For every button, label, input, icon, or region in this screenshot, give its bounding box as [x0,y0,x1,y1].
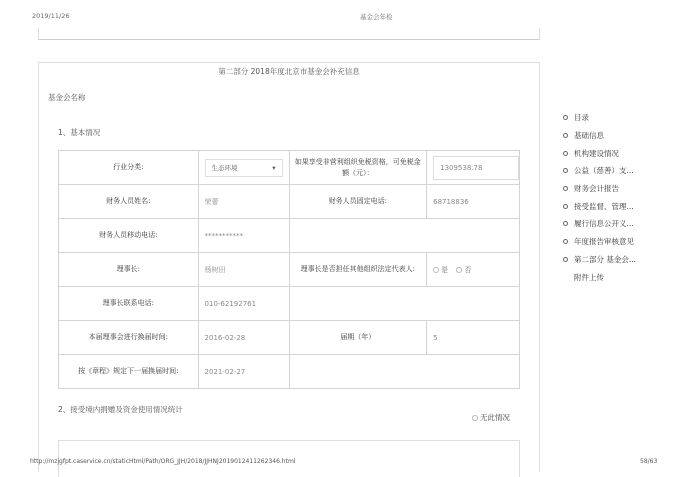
chevron-down-icon: ▾ [272,163,276,172]
no-such-case-option[interactable]: 无此情况 [472,412,510,423]
chairman-label: 理事长: [59,253,199,287]
finance-mobile-label: 财务人员移动电话: [59,219,199,253]
table-row [59,321,520,355]
bullet-icon [563,151,568,156]
nav-item-part-two[interactable]: 第二部分 基金会... [563,251,636,269]
basic-info-heading: 1、基本情况 [58,128,101,137]
table-row [59,151,520,185]
bullet-icon [563,239,568,244]
election-date-label: 本届理事会进行换届时间: [59,321,199,355]
term-years-label: 届期（年） [289,321,427,355]
table-row [59,219,520,253]
donation-info-heading: 2、接受境内捐赠及资金使用情况统计 [58,405,183,414]
nav-item-basic-info[interactable]: 基础信息 [563,127,636,145]
nav-item-financial-report[interactable]: 财务会计报告 [563,180,636,198]
page-number: 58/63 [640,458,658,465]
print-header-title: 基金会年检 [360,13,393,21]
finance-mobile-value: *********** [198,219,289,253]
section-title: 第二部分 2018年度北京市基金会补充信息 [218,67,360,76]
nav-item-disclosure[interactable]: 履行信息公开义... [563,215,636,233]
sidebar-nav [563,109,636,286]
radio-circle-icon [472,415,478,421]
bullet-icon [563,115,568,120]
print-date: 2019/11/26 [32,12,70,20]
next-election-label: 按《章程》规定下一届换届时间: [59,355,199,389]
nav-item-attachments[interactable]: 附件上传 [574,272,604,282]
table-row [59,253,520,287]
tax-exempt-label: 如果享受非营利组织免税资格，可免税金额（元）： [289,151,427,185]
tax-exempt-field[interactable]: 1309538.78 [433,156,519,180]
finance-name-label: 财务人员姓名: [59,185,199,219]
finance-name-value: 荣蕾 [198,185,289,219]
bullet-icon [563,257,568,262]
table-row [59,185,520,219]
election-date-value: 2016-02-28 [198,321,289,355]
bullet-icon [563,168,568,173]
radio-yes[interactable]: 是 [433,265,448,275]
nav-item-charity-expenditure[interactable]: 公益（慈善）支... [563,162,636,180]
table-row [59,287,520,321]
basic-info-table [58,150,520,389]
nav-item-supervision[interactable]: 接受监督、管理... [563,197,636,215]
radio-no[interactable]: 否 [456,265,471,275]
chairman-phone-value: 010-62192761 [198,287,289,321]
previous-section-edge [38,28,540,40]
chairman-phone-label: 理事长联系电话: [59,287,199,321]
industry-select-value: 生态环境 [211,164,238,172]
chairman-value: 杨树田 [198,253,289,287]
bullet-icon [563,186,568,191]
page-url: http://mzjgfpt.caservice.cn/staticHtml/Path/ORG_JJH/2018/JJHNJ2019012411262346.html [30,458,296,465]
foundation-name-label: 基金会名称 [48,93,86,102]
bullet-icon [563,133,568,138]
nav-item-contents[interactable]: 目录 [563,109,636,127]
nav-item-org-building[interactable]: 机构建设情况 [563,144,636,162]
radio-circle-icon [433,267,439,273]
chairman-legal-rep-label: 理事长是否担任其他组织法定代表人: [289,253,427,287]
bullet-icon [563,204,568,209]
next-election-value: 2021-02-27 [198,355,289,389]
finance-phone-value: 68718836 [427,185,520,219]
bullet-icon [563,221,568,226]
table-row [59,355,520,389]
finance-phone-label: 财务人员固定电话: [289,185,427,219]
term-years-value: 5 [427,321,520,355]
industry-select[interactable] [205,159,283,177]
nav-item-annual-review[interactable]: 年度报告审核意见 [563,233,636,251]
radio-circle-icon [456,267,462,273]
industry-label: 行业分类: [59,151,199,185]
